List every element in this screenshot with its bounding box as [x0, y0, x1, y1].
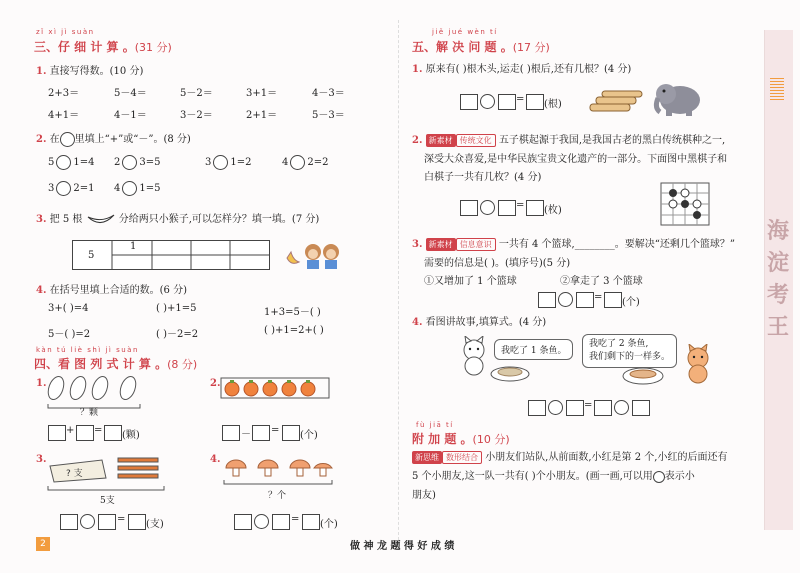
answer-box[interactable]: [302, 514, 320, 530]
gomoku-board-icon: [660, 182, 710, 226]
answer-box[interactable]: [98, 514, 116, 530]
compare-item: 4 2=2: [282, 157, 329, 168]
answer-box[interactable]: [222, 425, 240, 441]
compare-item: 4 1=5: [114, 183, 161, 194]
answer-box[interactable]: [632, 400, 650, 416]
r-q3-line1: 3. 新素材 信息意识 一共有 4 个篮球,________。要解决“还剩几个篮球？”: [412, 239, 735, 250]
elephant-icon: [652, 78, 712, 118]
fill-blank-equation[interactable]: 3+( )=4: [48, 303, 89, 314]
bonus-line1: 新思维 数形结合 小朋友们站队,从前面数,小红是第 2 个,小红的后面还有: [412, 448, 727, 464]
pic1-label: ？颗: [80, 408, 99, 418]
new-material-badge: 新素材: [426, 134, 456, 147]
answer-circle[interactable]: [290, 155, 305, 170]
answer-box[interactable]: [104, 425, 122, 441]
compare-item: 2 3=5: [114, 157, 161, 168]
r-q3-option1: ①又增加了 1 个篮球: [424, 276, 517, 287]
equals-sign: =: [584, 400, 593, 411]
equation[interactable]: 4－1＝: [114, 110, 147, 121]
compare-item: 5 1=4: [48, 157, 95, 168]
r-q2-unit: (枚): [544, 205, 562, 216]
banana-icon: [86, 213, 116, 227]
minus-sign: －: [241, 429, 251, 440]
pic4-number: 4.: [210, 454, 221, 465]
equation[interactable]: 5－3＝: [312, 110, 345, 121]
q4-prompt: 4. 在括号里填上合适的数。(6 分): [36, 285, 187, 296]
pic1-unit: (颗): [122, 430, 140, 441]
table-total: 5: [88, 250, 95, 261]
page-divider: [398, 20, 399, 550]
answer-box[interactable]: [252, 425, 270, 441]
section5-pinyin: jiě jué wèn tí: [432, 28, 498, 36]
circle-symbol-icon: [653, 471, 665, 483]
answer-circle[interactable]: [80, 514, 95, 529]
equals-sign: =: [291, 514, 300, 525]
r-q1-prompt: 1. 原来有( )根木头,运走( )根后,还有几根？(4 分): [412, 64, 632, 75]
answer-circle[interactable]: [558, 292, 573, 307]
tag-shape: 数形结合: [442, 451, 482, 464]
answer-box[interactable]: [526, 200, 544, 216]
fill-blank-equation[interactable]: 5－( )=2: [48, 329, 91, 340]
answer-circle[interactable]: [480, 94, 495, 109]
page-number: 2: [36, 537, 50, 551]
r-q2-line2: 深受大众喜爱,是中华民族宝贵文化遗产的一部分。下面图中黑棋子和: [424, 154, 728, 165]
persimmons-icon: [220, 375, 330, 401]
answer-box[interactable]: [60, 514, 78, 530]
mushrooms-icon: [222, 456, 334, 486]
equals-sign: =: [271, 425, 280, 436]
tag-culture: 传统文化: [456, 134, 496, 147]
fill-blank-equation[interactable]: ( )－2=2: [156, 329, 199, 340]
pic4-label: ？个: [268, 491, 287, 501]
orange-cat-icon: [680, 344, 716, 384]
fish-plate-icon: [622, 364, 664, 386]
side-title: [766, 216, 790, 344]
pencil-box-icon: [46, 452, 166, 492]
answer-circle[interactable]: [480, 200, 495, 215]
monkeys-icon: [285, 240, 345, 270]
answer-circle[interactable]: [254, 514, 269, 529]
r-q2-line1: 2. 新素材 传统文化 五子棋起源于我国,是我国古老的黑白传统棋种之一,: [412, 135, 726, 146]
side-title-char: 王: [766, 315, 789, 340]
equals-sign: =: [516, 200, 525, 211]
speech-bubble-2: 我吃了 2 条鱼, 我们剩下的一样多。: [582, 334, 677, 368]
pic3-label: 5支: [100, 496, 115, 506]
pic3-number: 3.: [36, 454, 47, 465]
pic1-number: 1.: [36, 378, 47, 389]
r-q1-unit: (根): [544, 99, 562, 110]
plus-sign: +: [66, 425, 75, 436]
answer-box[interactable]: [526, 94, 544, 110]
bonus-title: 附 加 题 。(10 分): [412, 432, 510, 446]
answer-circle[interactable]: [56, 181, 71, 196]
answer-box[interactable]: [76, 425, 94, 441]
fill-blank-equation[interactable]: ( )+1=2+( ): [264, 325, 324, 336]
fill-blank-equation[interactable]: ( )+1=5: [156, 303, 197, 314]
answer-box[interactable]: [128, 514, 146, 530]
compare-item: 3 1=2: [205, 157, 252, 168]
r-q4-prompt: 4. 看图讲故事,填算式。(4 分): [412, 317, 547, 328]
fish-plate-icon: [490, 362, 530, 382]
new-material-badge: 新素材: [426, 238, 456, 251]
bonus-line2: 5 个小朋友,这一队一共有( )个小朋友。(画一画,可以用 表示小: [412, 471, 695, 482]
pic2-unit: (个): [300, 430, 318, 441]
equation[interactable]: 4－3＝: [312, 88, 345, 99]
equation[interactable]: 5－2＝: [180, 88, 213, 99]
bonus-line3: 朋友): [412, 490, 436, 501]
svg-text:? 支: ? 支: [66, 469, 83, 479]
answer-box[interactable]: [528, 400, 546, 416]
answer-box[interactable]: [498, 94, 516, 110]
logs-icon: [588, 90, 648, 114]
side-title-char: 考: [766, 283, 789, 308]
fill-blank-equation[interactable]: 1+3=5－( ): [264, 307, 321, 318]
answer-box[interactable]: [460, 200, 478, 216]
equals-sign: =: [516, 94, 525, 105]
answer-box[interactable]: [604, 292, 622, 308]
q1-prompt: 1. 直接写得数。(10 分): [36, 66, 144, 77]
side-decoration: [770, 78, 784, 100]
compare-item: 3 2=1: [48, 183, 95, 194]
equation[interactable]: 3－2＝: [180, 110, 213, 121]
equals-sign: =: [94, 425, 103, 436]
side-title-char: 淀: [766, 251, 789, 276]
answer-box[interactable]: [576, 292, 594, 308]
answer-circle[interactable]: [614, 400, 629, 415]
answer-circle[interactable]: [213, 155, 228, 170]
section3-title: 三、仔 细 计 算 。(31 分): [34, 40, 172, 54]
pic2-number: 2.: [210, 378, 221, 389]
equation[interactable]: 4+1＝: [48, 110, 80, 121]
pic3-unit: (支): [146, 519, 164, 530]
answer-box[interactable]: [566, 400, 584, 416]
answer-box[interactable]: [234, 514, 252, 530]
r-q2-line3: 白棋子一共有几枚？(4 分): [424, 172, 542, 183]
tag-info: 信息意识: [456, 238, 496, 251]
q2-prompt: 2. 在 里填上“+”或“－”。(8 分): [36, 134, 191, 145]
cat-icon: [456, 336, 492, 376]
pic4-unit: (个): [320, 519, 338, 530]
r-q3-line2: 需要的信息是( )。(填序号)(5 分): [424, 258, 571, 269]
section3-pinyin: zǐ xì jì suàn: [36, 28, 95, 36]
new-thinking-badge: 新思维: [412, 451, 442, 464]
section4-title: 四、看 图 列 式 计 算 。(8 分): [34, 357, 198, 371]
blank-circle-icon: [60, 132, 75, 147]
answer-box[interactable]: [460, 94, 478, 110]
equals-sign: =: [594, 292, 603, 303]
equation[interactable]: 5－4＝: [114, 88, 147, 99]
answer-box[interactable]: [48, 425, 66, 441]
answer-box[interactable]: [538, 292, 556, 308]
equation[interactable]: 2+1＝: [246, 110, 278, 121]
answer-circle[interactable]: [122, 155, 137, 170]
table-first: 1: [130, 241, 137, 252]
answer-box[interactable]: [272, 514, 290, 530]
r-q3-unit: (个): [622, 297, 640, 308]
r-q3-option2: ②拿走了 3 个篮球: [560, 276, 643, 287]
equals-sign: =: [117, 514, 126, 525]
bonus-pinyin: fù jiā tí: [416, 421, 454, 429]
section4-pinyin: kàn tú liè shì jì suàn: [36, 346, 139, 354]
section5-title: 五、解 决 问 题 。(17 分): [412, 40, 550, 54]
side-title-char: 海: [766, 219, 789, 244]
q3-prompt: 3. 把 5 根 分给两只小猴子,可以怎样分？填一填。(7 分): [36, 214, 320, 225]
answer-circle[interactable]: [548, 400, 563, 415]
answer-box[interactable]: [594, 400, 612, 416]
equation[interactable]: 3+1＝: [246, 88, 278, 99]
footer-slogan: 做 神 龙 题 得 好 成 绩: [350, 541, 455, 552]
answer-circle[interactable]: [56, 155, 71, 170]
answer-box[interactable]: [498, 200, 516, 216]
answer-circle[interactable]: [122, 181, 137, 196]
split-table: [72, 240, 270, 270]
speech-bubble-1: 我吃了 1 条鱼。: [494, 339, 573, 360]
equation[interactable]: 2+3＝: [48, 88, 80, 99]
answer-box[interactable]: [282, 425, 300, 441]
